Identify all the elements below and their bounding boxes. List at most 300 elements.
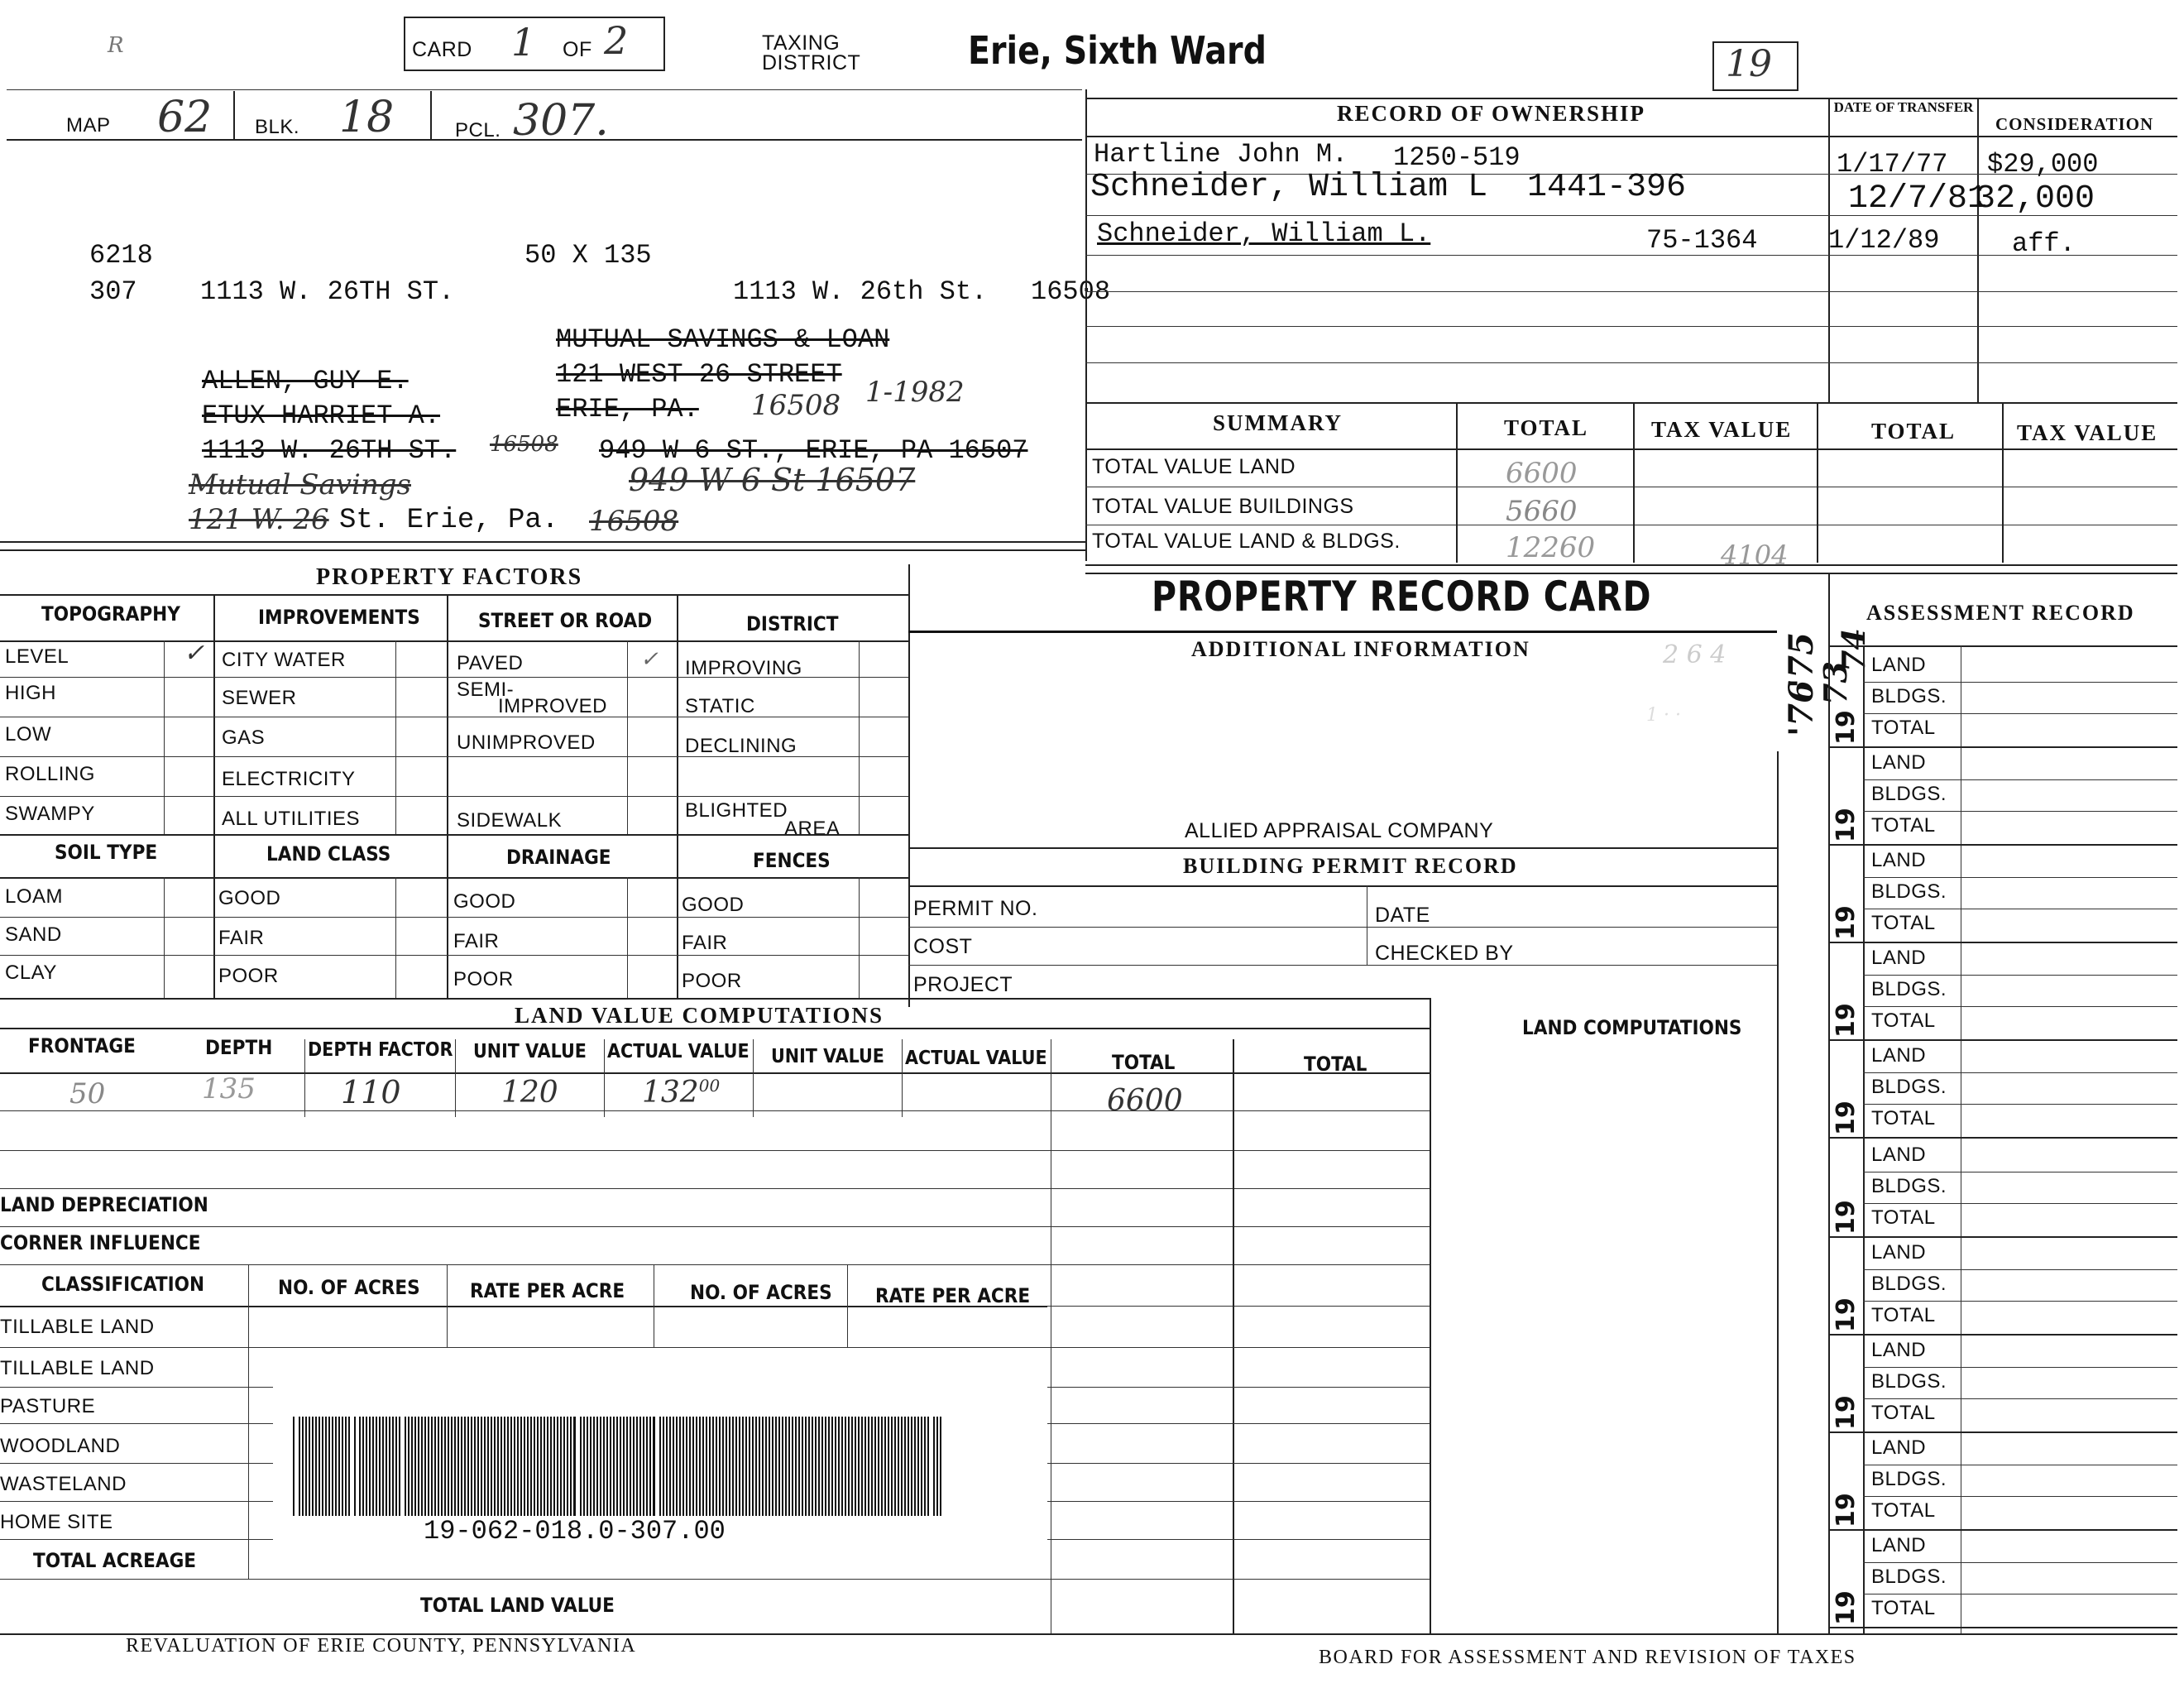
improvement-sewer: SEWER: [222, 687, 297, 709]
check-mark: ✓: [184, 639, 205, 668]
rule: [233, 91, 235, 139]
checked-by-label: CHECKED BY: [1375, 942, 1514, 965]
barcode-bar: [653, 1417, 655, 1516]
rule: [1233, 1039, 1234, 1635]
barcode-bar: [580, 1417, 582, 1516]
barcode-bar: [590, 1417, 592, 1516]
summary-row-label: TOTAL VALUE LAND & BLDGS.: [1092, 530, 1401, 553]
assessment-bldgs-label: BLDGS.: [1871, 1370, 1947, 1393]
year-note: 74: [1835, 628, 1872, 672]
rule: [859, 640, 860, 834]
barcode-bar: [881, 1417, 883, 1516]
barcode-bar: [392, 1417, 394, 1516]
rule: [1085, 326, 2177, 327]
barcode-bar: [293, 1417, 295, 1516]
barcode-bar: [838, 1417, 840, 1516]
barcode-bar: [494, 1417, 496, 1516]
barcode-bar: [858, 1417, 860, 1516]
land-value-header: FRONTAGE: [28, 1034, 136, 1057]
barcode-bar: [936, 1417, 938, 1516]
barcode-bar: [471, 1417, 472, 1516]
consideration-amount: aff.: [2012, 228, 2076, 259]
barcode-bar: [706, 1417, 707, 1516]
barcode-bar: [335, 1417, 337, 1516]
barcode-bar: [593, 1417, 595, 1516]
barcode-bar: [659, 1417, 661, 1516]
rule: [1047, 1539, 1430, 1540]
barcode-bar: [537, 1417, 539, 1516]
parcel-code: 307: [89, 276, 137, 307]
barcode-bar: [739, 1417, 740, 1516]
assessment-bldgs-label: BLDGS.: [1871, 1468, 1947, 1490]
rule: [908, 631, 1777, 633]
barcode-bar: [864, 1417, 866, 1516]
rule: [0, 1150, 1430, 1151]
rule: [753, 1039, 754, 1117]
class-row: HOME SITE: [0, 1511, 113, 1533]
barcode-bar: [444, 1417, 446, 1516]
barcode-bar: [831, 1417, 833, 1516]
rule: [0, 549, 1085, 551]
barcode-bar: [461, 1417, 462, 1516]
rule: [1828, 1529, 2177, 1531]
combined-total-value: 12260: [1506, 531, 1596, 564]
rule: [0, 998, 1430, 1000]
parcel-code: 6218: [89, 240, 153, 271]
topography-low: LOW: [5, 723, 52, 746]
lender-line: ERIE, PA.: [556, 394, 699, 424]
land-value-title: LAND VALUE COMPUTATIONS: [515, 1003, 884, 1028]
barcode-bar: [812, 1417, 813, 1516]
rule: [1828, 1039, 2177, 1041]
barcode-bar: [389, 1417, 390, 1516]
land-depreciation-label: LAND DEPRECIATION: [0, 1193, 208, 1216]
barcode-bar: [702, 1417, 704, 1516]
barcode-bar: [477, 1417, 479, 1516]
rule: [1863, 1269, 2177, 1270]
factor-header: IMPROVEMENTS: [258, 606, 420, 629]
barcode-bar: [606, 1417, 608, 1516]
barcode-bar: [328, 1417, 330, 1516]
barcode-bar: [729, 1417, 730, 1516]
barcode-bar: [325, 1417, 327, 1516]
taxing-district: Erie, Sixth Ward: [968, 28, 1267, 73]
barcode-bar: [573, 1417, 576, 1516]
barcode-bar: [682, 1417, 684, 1516]
rule: [1863, 1367, 2177, 1368]
land-value-header: TOTAL: [1112, 1051, 1176, 1074]
barcode-bar: [315, 1417, 317, 1516]
improvement-all-utilities: ALL UTILITIES: [222, 808, 360, 830]
barcode-bar: [818, 1417, 820, 1516]
depth-value: 135: [202, 1072, 256, 1105]
land-computations-header: LAND COMPUTATIONS: [1522, 1016, 1742, 1039]
barcode-bar: [345, 1417, 347, 1516]
rule: [1456, 402, 1458, 563]
barcode-bar: [338, 1417, 340, 1516]
buildings-total-value: 5660: [1506, 495, 1578, 528]
barcode-bar: [749, 1417, 750, 1516]
barcode-bar: [464, 1417, 466, 1516]
barcode-bar: [643, 1417, 644, 1516]
assessment-land-label: LAND: [1871, 654, 1927, 676]
improvement-electricity: ELECTRICITY: [222, 768, 356, 790]
barcode-bar: [510, 1417, 512, 1516]
rule: [1863, 1398, 2177, 1399]
land-total-value: 6600: [1506, 457, 1578, 490]
rule: [1863, 1562, 2177, 1563]
topography-rolling: ROLLING: [5, 763, 95, 785]
assessment-bldgs-label: BLDGS.: [1871, 685, 1947, 707]
barcode-bar: [735, 1417, 737, 1516]
card-number-box: CARD 1 OF 2: [404, 17, 665, 71]
fences-fair: FAIR: [682, 932, 728, 954]
rule: [908, 965, 1777, 966]
barcode-bar: [557, 1417, 558, 1516]
improvement-gas: GAS: [222, 727, 266, 749]
barcode-bar: [372, 1417, 374, 1516]
summary-total-header: TOTAL: [1504, 415, 1589, 440]
assessment-year-prefix: 19: [1832, 1395, 1861, 1430]
barcode-bar: [354, 1417, 356, 1516]
rule: [0, 1463, 273, 1464]
consideration-amount: 32,000: [1976, 180, 2095, 218]
improvement-water: CITY WATER: [222, 649, 346, 671]
barcode-bar: [759, 1417, 760, 1516]
land-value-header: UNIT VALUE: [771, 1046, 884, 1067]
barcode-bar: [663, 1417, 664, 1516]
assessment-land-label: LAND: [1871, 849, 1927, 871]
card-title: PROPERTY RECORD CARD: [1152, 573, 1652, 621]
barcode-bar: [884, 1417, 886, 1516]
summary-row-label: TOTAL VALUE BUILDINGS: [1092, 495, 1354, 518]
rule: [1828, 942, 2177, 943]
land-class-poor: POOR: [218, 965, 279, 987]
summary-tax-header: TAX VALUE: [1651, 417, 1793, 442]
rule: [0, 1188, 1430, 1189]
barcode-bar: [788, 1417, 790, 1516]
rule: [0, 1226, 1430, 1227]
barcode-bar: [504, 1417, 505, 1516]
barcode-bar: [382, 1417, 384, 1516]
rule: [1863, 645, 1865, 1635]
barcode-bar: [583, 1417, 585, 1516]
barcode-bar: [570, 1417, 572, 1516]
barcode-bar: [454, 1417, 456, 1516]
barcode-bar: [825, 1417, 826, 1516]
land-class-fair: FAIR: [218, 927, 265, 949]
check-mark: ✓: [640, 647, 659, 672]
barcode-bar: [431, 1417, 433, 1516]
assessment-land-label: LAND: [1871, 1339, 1927, 1361]
former-owner: ETUX HARRIET A.: [202, 400, 441, 431]
barcode-bar: [596, 1417, 598, 1516]
assessment-bldgs-label: BLDGS.: [1871, 1175, 1947, 1197]
former-owner: 1113 W. 26TH ST.: [202, 435, 457, 466]
year-note: '76: [1782, 680, 1821, 736]
assessment-land-label: LAND: [1871, 1534, 1927, 1556]
barcode-bar: [917, 1417, 919, 1516]
barcode-bar: [855, 1417, 856, 1516]
barcode-bar: [765, 1417, 767, 1516]
district-area: AREA: [784, 818, 841, 840]
barcode-bar: [649, 1417, 651, 1516]
barcode-bar: [805, 1417, 807, 1516]
barcode-bar: [342, 1417, 343, 1516]
barcode-bar: [530, 1417, 532, 1516]
property-factors-title: PROPERTY FACTORS: [316, 564, 583, 590]
rule: [847, 1264, 848, 1347]
barcode-bar: [613, 1417, 615, 1516]
rule: [1863, 713, 2177, 714]
assessment-year-prefix: 19: [1832, 710, 1861, 745]
rule: [447, 1264, 448, 1347]
rule: [0, 1028, 1431, 1029]
actual-value: $132^{00}$: [642, 1076, 721, 1110]
rule: [1828, 1137, 2177, 1139]
barcode-bar: [792, 1417, 793, 1516]
barcode-bar: [933, 1417, 935, 1516]
corner-mark: R: [108, 33, 124, 58]
barcode-bar: [755, 1417, 757, 1516]
rule: [1863, 975, 2177, 976]
rule: [1828, 746, 2177, 748]
assessment-total-label: TOTAL: [1871, 1107, 1936, 1129]
assessment-year-prefix: 19: [1832, 1297, 1861, 1332]
assessment-total-label: TOTAL: [1871, 814, 1936, 837]
barcode-bar: [467, 1417, 469, 1516]
rule: [2002, 402, 2004, 563]
barcode-bar: [395, 1417, 397, 1516]
rule: [1047, 1347, 1430, 1348]
permit-date-label: DATE: [1375, 904, 1430, 927]
permit-cost-label: COST: [913, 935, 973, 958]
rule: [908, 927, 1777, 928]
barcode-bar: [785, 1417, 787, 1516]
summary-total-header: TOTAL: [1871, 419, 1956, 444]
owner-name: Schneider, William L.: [1097, 218, 1431, 249]
summary-title: SUMMARY: [1213, 410, 1343, 435]
barcode-bar: [861, 1417, 863, 1516]
assessment-title: ASSESSMENT RECORD: [1866, 601, 2135, 625]
barcode-bar: [802, 1417, 803, 1516]
barcode-bar: [507, 1417, 509, 1516]
ownership-title: RECORD OF OWNERSHIP: [1337, 101, 1646, 126]
rule: [0, 640, 908, 642]
barcode-bar: [891, 1417, 893, 1516]
rule: [0, 594, 908, 596]
barcode-bar: [405, 1417, 406, 1516]
rule: [908, 885, 1777, 887]
rule: [1085, 98, 2177, 99]
land-class-good: GOOD: [218, 887, 281, 909]
barcode-bar: [524, 1417, 525, 1516]
barcode-bar: [722, 1417, 724, 1516]
barcode-number: 19-062-018.0-307.00: [424, 1516, 726, 1547]
assessment-bldgs-label: BLDGS.: [1871, 1076, 1947, 1098]
barcode-bar: [669, 1417, 671, 1516]
barcode-bar: [332, 1417, 333, 1516]
barcode-bar: [908, 1417, 909, 1516]
barcode-bar: [474, 1417, 476, 1516]
soil-loam: LOAM: [5, 885, 64, 908]
total-acreage-label: TOTAL ACREAGE: [33, 1549, 197, 1572]
barcode-bar: [386, 1417, 387, 1516]
rule: [1863, 1496, 2177, 1497]
corner-influence-label: CORNER INFLUENCE: [0, 1231, 201, 1254]
barcode-bar: [408, 1417, 410, 1516]
lender-zip: 16508: [751, 389, 841, 422]
rule: [1828, 1627, 2177, 1628]
barcode-bar: [719, 1417, 721, 1516]
barcode-bar: [808, 1417, 810, 1516]
land-value-header: DEPTH FACTOR: [308, 1039, 453, 1061]
footer-left: REVALUATION OF ERIE COUNTY, PENNSYLVANIA: [126, 1635, 637, 1657]
barcode-bar: [305, 1417, 307, 1516]
assessment-total-label: TOTAL: [1871, 1402, 1936, 1424]
assessment-bldgs-label: BLDGS.: [1871, 880, 1947, 903]
class-row: PASTURE: [0, 1395, 96, 1417]
rule: [0, 541, 1085, 543]
assessment-total-label: TOTAL: [1871, 1499, 1936, 1522]
district-label: DISTRICT: [762, 51, 861, 74]
taxing-label: TAXING: [762, 31, 841, 55]
barcode-bar: [448, 1417, 449, 1516]
barcode-bar: [798, 1417, 800, 1516]
rule: [248, 1264, 249, 1579]
rule: [0, 1423, 273, 1424]
classification-header: CLASSIFICATION: [41, 1273, 205, 1296]
rule: [0, 1110, 1430, 1111]
barcode-bar: [815, 1417, 817, 1516]
street-unimproved: UNIMPROVED: [457, 731, 596, 754]
barcode-bar: [547, 1417, 548, 1516]
barcode-bar: [769, 1417, 770, 1516]
barcode-bar: [636, 1417, 638, 1516]
assessment-total-label: TOTAL: [1871, 1009, 1936, 1032]
barcode-bar: [610, 1417, 611, 1516]
district-blighted: BLIGHTED: [685, 799, 788, 822]
street-semi: SEMI-: [457, 679, 515, 701]
rule: [604, 1039, 605, 1117]
assessment-land-label: LAND: [1871, 947, 1927, 969]
transfer-date: 12/7/81: [1848, 180, 1988, 218]
barcode-bar: [795, 1417, 797, 1516]
barcode-bar: [587, 1417, 588, 1516]
barcode-bar: [500, 1417, 502, 1516]
barcode-bar: [544, 1417, 545, 1516]
rule: [0, 1387, 273, 1388]
address-current: 1113 W. 26th St.: [733, 276, 988, 307]
barcode-bar: [921, 1417, 922, 1516]
appraiser-name: ALLIED APPRAISAL COMPANY: [1185, 819, 1494, 842]
barcode-bar: [868, 1417, 869, 1516]
rule: [0, 796, 908, 797]
rule: [1047, 1579, 1430, 1580]
factor-header: DISTRICT: [746, 612, 839, 635]
land-value-header: ACTUAL VALUE: [607, 1041, 750, 1062]
barcode-bar: [686, 1417, 687, 1516]
barcode-bar: [692, 1417, 694, 1516]
additional-information: ADDITIONAL INFORMATION: [1191, 637, 1530, 661]
rule: [1828, 844, 2177, 846]
barcode-bar: [376, 1417, 377, 1516]
barcode-bar: [851, 1417, 853, 1516]
rule: [0, 1501, 273, 1502]
drainage-fair: FAIR: [453, 930, 500, 952]
frontage-value: 50: [69, 1077, 106, 1110]
assessment-land-label: LAND: [1871, 1144, 1927, 1166]
barcode-bar: [600, 1417, 601, 1516]
assessment-year-prefix: 19: [1832, 1003, 1861, 1038]
rule: [304, 1039, 305, 1117]
assessment-year-prefix: 19: [1832, 1590, 1861, 1625]
barcode-bar: [782, 1417, 783, 1516]
date-transfer-header: DATE OF TRANSFER: [1833, 99, 1974, 115]
barcode-bar: [318, 1417, 320, 1516]
rule: [627, 877, 628, 998]
rule: [164, 640, 165, 834]
rule: [1430, 998, 1431, 1635]
barcode-bar: [676, 1417, 678, 1516]
rule: [1085, 402, 2177, 404]
land-value-header: UNIT VALUE: [473, 1041, 587, 1062]
barcode-bar: [348, 1417, 350, 1516]
faint-note: 1 · ·: [1646, 705, 1681, 726]
lender-date: 1-1982: [865, 376, 965, 409]
assessment-bldgs-label: BLDGS.: [1871, 978, 1947, 1000]
barcode-bar: [322, 1417, 323, 1516]
barcode-bar: [424, 1417, 426, 1516]
barcode-bar: [540, 1417, 542, 1516]
rule: [0, 1579, 1047, 1580]
rule: [902, 1039, 903, 1117]
mortgage-holder: 16508: [589, 505, 679, 538]
soil-sand: SAND: [5, 923, 62, 946]
rule: [1047, 1306, 1430, 1307]
factor-header: SOIL TYPE: [55, 841, 158, 864]
assessment-total-label: TOTAL: [1871, 1206, 1936, 1229]
barcode-bar: [567, 1417, 568, 1516]
district-static: STATIC: [685, 695, 755, 717]
barcode-bar: [457, 1417, 459, 1516]
assessment-year-prefix: 19: [1832, 1200, 1861, 1235]
summary-row-label: TOTAL VALUE LAND: [1092, 455, 1296, 478]
map-value: 62: [157, 93, 213, 142]
barcode-bar: [699, 1417, 701, 1516]
barcode-bar: [626, 1417, 628, 1516]
rule: [1828, 1334, 2177, 1336]
rule: [1047, 1423, 1430, 1424]
lender-line: 121 WEST 26 STREET: [556, 359, 842, 390]
rule: [1828, 573, 1830, 1635]
barcode-bar: [418, 1417, 419, 1516]
parcel-value: 307.: [513, 96, 609, 146]
barcode-bar: [901, 1417, 903, 1516]
owner-deed-ref: 75-1364: [1646, 225, 1758, 256]
barcode-bar: [309, 1417, 310, 1516]
class-row: WOODLAND: [0, 1435, 121, 1457]
lot-dimensions: 50 X 135: [524, 240, 652, 271]
rule: [1828, 1431, 2177, 1433]
mortgage-holder: Mutual Savings: [189, 468, 411, 501]
transfer-date: 1/17/77: [1837, 149, 1948, 180]
rule: [908, 847, 1777, 849]
assessment-land-label: LAND: [1871, 1241, 1927, 1264]
assessment-land-label: LAND: [1871, 751, 1927, 774]
rate-header: RATE PER ACRE: [470, 1279, 625, 1302]
rule: [0, 1264, 1430, 1265]
